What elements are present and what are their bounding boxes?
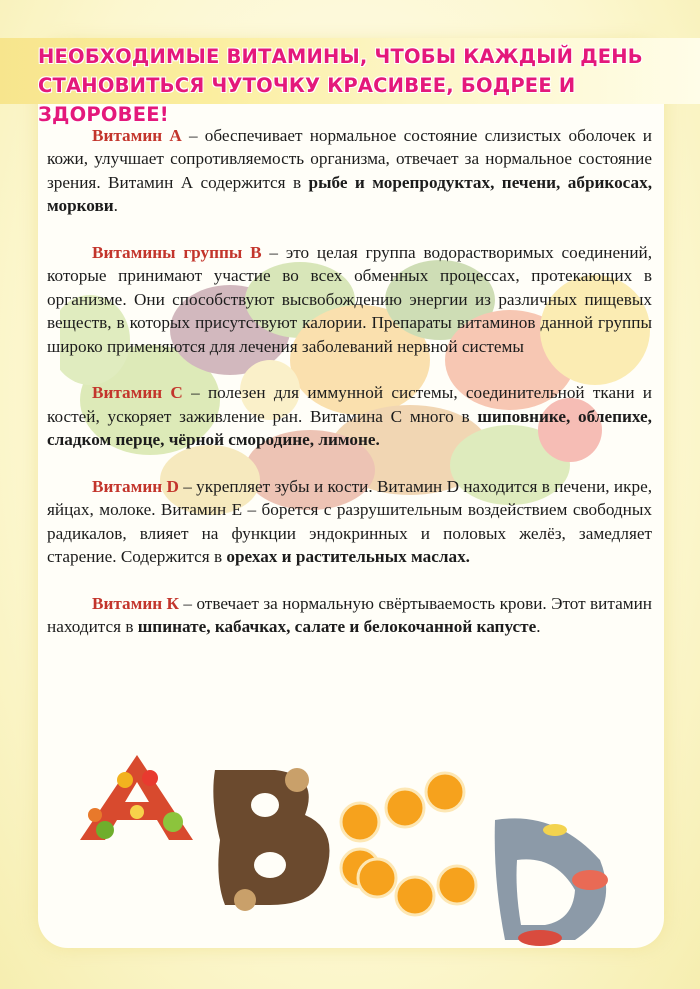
- vitamin-d-sources: орехах и растительных маслах.: [226, 547, 470, 567]
- title-line-1: НЕОБХОДИМЫЕ ВИТАМИНЫ, ЧТОБЫ КАЖДЫЙ ДЕНЬ: [38, 45, 643, 68]
- paragraph-vitamin-b: [47, 241, 652, 358]
- vitamin-c-sources: шиповнике, облепихе, сладком перце, чёрной смородине, лимоне.: [47, 406, 652, 450]
- vitamin-a-sources: рыбе и морепродуктах, печени, абрикосах, моркови: [47, 172, 652, 216]
- vitamin-c-name: Витамин С: [92, 383, 183, 403]
- vitamin-c-text: – полезен для иммунной системы, соединительной ткани и костей, ускоряет заживление ран. Витамина С много в: [47, 383, 652, 426]
- page-title: [38, 42, 678, 129]
- fruit-letter-a: [80, 755, 193, 840]
- orange-slices-letter-c: [341, 773, 476, 915]
- vitamin-a-end: .: [113, 196, 118, 216]
- vitamin-b-text: – это целая группа водорастворимых соединений, которые принимают участие во всех обменных процессах, протекающих в организме. Они способствуют высвобождению энергии из различных пищевых веществ, в которых присутствуют калории. Препараты витаминов данной группы широко применяются для лечения заболеваний нервной системы: [47, 243, 653, 356]
- paragraph-vitamin-d: [47, 475, 652, 569]
- vitamin-k-sources: шпинате, кабачках, салате и белокочанной капусте: [137, 617, 537, 637]
- vitamin-d-name: Витамин D: [92, 477, 179, 497]
- paragraph-vitamin-a: [47, 124, 652, 218]
- vitamin-a-text: – обеспечивает нормальное состояние слизистых оболочек и кожи, улучшает сопротивляемость организма, отвечает за нормальное состояние зрения. Витамин А содержится в: [47, 126, 652, 192]
- vitamin-a-name: Витамин А: [92, 126, 182, 145]
- paragraph-vitamin-k: [47, 592, 652, 639]
- vitamin-k-text: – отвечает за нормальную свёртываемость крови. Этот витамин находится в: [47, 594, 652, 637]
- seafood-letter-d: [495, 818, 608, 946]
- seeds-letter-b: [213, 768, 329, 911]
- vitamin-k-end: .: [536, 617, 541, 637]
- paragraph-vitamin-c: [47, 381, 652, 451]
- food-letters-illustration: [75, 750, 635, 950]
- vitamin-b-name: Витамины группы В: [92, 243, 262, 263]
- vitamin-k-name: Витамин К: [92, 594, 180, 614]
- article-body: [47, 124, 652, 662]
- title-line-2: СТАНОВИТЬСЯ ЧУТОЧКУ КРАСИВЕЕ, БОДРЕЕ И ЗДОРОВЕЕ!: [38, 74, 576, 126]
- vitamin-d-text: – укрепляет зубы и кости. Витамин D находится в печени, икре, яйцах, молоке. Витамин Е – борется с разрушительным воздействием свободных радикалов, влияет на функции эндокринных и половых желёз, замедляет старение. Содержится в: [47, 477, 652, 567]
